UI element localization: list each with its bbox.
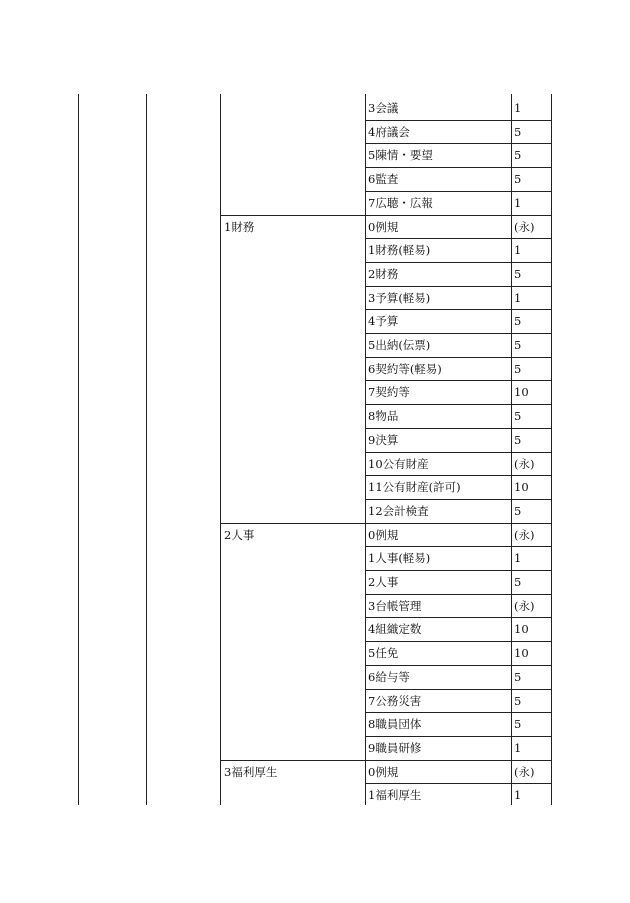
group-separator xyxy=(220,760,551,761)
item-name: 3会議 xyxy=(368,101,399,115)
item-name: 9職員研修 xyxy=(368,740,422,755)
item-name: 4予算 xyxy=(368,314,399,329)
retention-period: 1 xyxy=(514,740,522,755)
row-separator xyxy=(365,475,551,476)
row-separator xyxy=(365,380,551,381)
row-separator xyxy=(365,617,551,618)
retention-period: 1 xyxy=(514,101,522,115)
item-name: 5陳情・要望 xyxy=(368,148,433,163)
retention-period: 5 xyxy=(514,409,522,424)
item-name: 8職員団体 xyxy=(368,717,422,732)
item-name: 0例規 xyxy=(368,764,399,779)
row-separator xyxy=(365,428,551,429)
column-rule-4 xyxy=(365,94,366,805)
column-rule-5 xyxy=(511,94,512,805)
row-separator xyxy=(365,333,551,334)
retention-period: 5 xyxy=(514,314,522,329)
retention-period: (永) xyxy=(514,527,535,542)
retention-period: 5 xyxy=(514,575,522,589)
retention-period: (永) xyxy=(514,456,535,471)
retention-period: (永) xyxy=(514,219,535,234)
retention-period: (永) xyxy=(514,598,535,613)
item-name: 10公有財産 xyxy=(368,456,429,471)
row-separator xyxy=(365,262,551,263)
retention-period: 5 xyxy=(514,717,522,732)
item-name: 6監査 xyxy=(368,172,399,187)
item-name: 5出納(伝票) xyxy=(368,338,431,352)
item-name: 4組織定数 xyxy=(368,622,422,637)
item-name: 12会計検査 xyxy=(368,503,429,518)
retention-period: 5 xyxy=(514,148,522,163)
row-separator xyxy=(365,641,551,642)
row-separator xyxy=(365,120,551,121)
group-separator xyxy=(220,523,551,524)
retention-period: 1 xyxy=(514,195,522,210)
retention-period: 5 xyxy=(514,361,522,376)
retention-period: 5 xyxy=(514,266,522,281)
item-name: 11公有財産(許可) xyxy=(368,480,461,495)
retention-period: 5 xyxy=(514,172,522,187)
item-name: 3台帳管理 xyxy=(368,598,422,613)
row-separator xyxy=(365,238,551,239)
item-name: 1福利厚生 xyxy=(368,788,422,803)
row-separator xyxy=(365,665,551,666)
row-separator xyxy=(365,712,551,713)
column-rule-3 xyxy=(220,94,221,805)
row-separator xyxy=(365,452,551,453)
row-separator xyxy=(365,546,551,547)
item-name: 9決算 xyxy=(368,432,399,447)
row-separator xyxy=(365,570,551,571)
retention-period: 10 xyxy=(514,480,529,495)
category-label: 2人事 xyxy=(224,527,255,542)
item-name: 2財務 xyxy=(368,266,399,281)
column-rule-1 xyxy=(78,94,79,805)
category-label: 3福利厚生 xyxy=(224,764,278,779)
retention-period: 1 xyxy=(514,788,522,803)
row-separator xyxy=(365,594,551,595)
retention-period: 5 xyxy=(514,669,522,684)
item-name: 4府議会 xyxy=(368,124,410,139)
item-name: 7広聴・広報 xyxy=(368,195,433,210)
row-separator xyxy=(365,783,551,784)
item-name: 5任免 xyxy=(368,646,399,661)
column-rule-2 xyxy=(146,94,147,805)
row-separator xyxy=(365,357,551,358)
row-separator xyxy=(365,143,551,144)
item-name: 2人事 xyxy=(368,575,399,589)
item-name: 8物品 xyxy=(368,409,399,424)
row-separator xyxy=(365,689,551,690)
item-name: 1人事(軽易) xyxy=(368,551,431,566)
retention-period: 5 xyxy=(514,503,522,518)
item-name: 0例規 xyxy=(368,527,399,542)
retention-period: 10 xyxy=(514,385,529,400)
item-name: 7公務災害 xyxy=(368,693,422,708)
item-name: 1財務(軽易) xyxy=(368,243,431,258)
retention-period: 1 xyxy=(514,243,522,258)
group-separator xyxy=(220,215,551,216)
column-rule-6 xyxy=(551,94,552,805)
row-separator xyxy=(365,404,551,405)
row-separator xyxy=(365,286,551,287)
category-label: 1財務 xyxy=(224,219,255,234)
item-name: 3予算(軽易) xyxy=(368,290,431,305)
item-name: 6給与等 xyxy=(368,669,410,684)
item-name: 0例規 xyxy=(368,219,399,234)
retention-period: 5 xyxy=(514,124,522,139)
retention-period: 1 xyxy=(514,290,522,305)
row-separator xyxy=(365,167,551,168)
retention-period: 1 xyxy=(514,551,522,566)
row-separator xyxy=(365,191,551,192)
retention-period: 10 xyxy=(514,622,529,637)
retention-period: 5 xyxy=(514,432,522,447)
row-separator xyxy=(365,499,551,500)
row-separator xyxy=(365,309,551,310)
row-separator xyxy=(365,736,551,737)
item-name: 7契約等 xyxy=(368,385,410,400)
retention-period: 10 xyxy=(514,646,529,661)
retention-period: (永) xyxy=(514,764,535,779)
retention-period: 5 xyxy=(514,338,522,352)
item-name: 6契約等(軽易) xyxy=(368,361,442,376)
retention-period: 5 xyxy=(514,693,522,708)
